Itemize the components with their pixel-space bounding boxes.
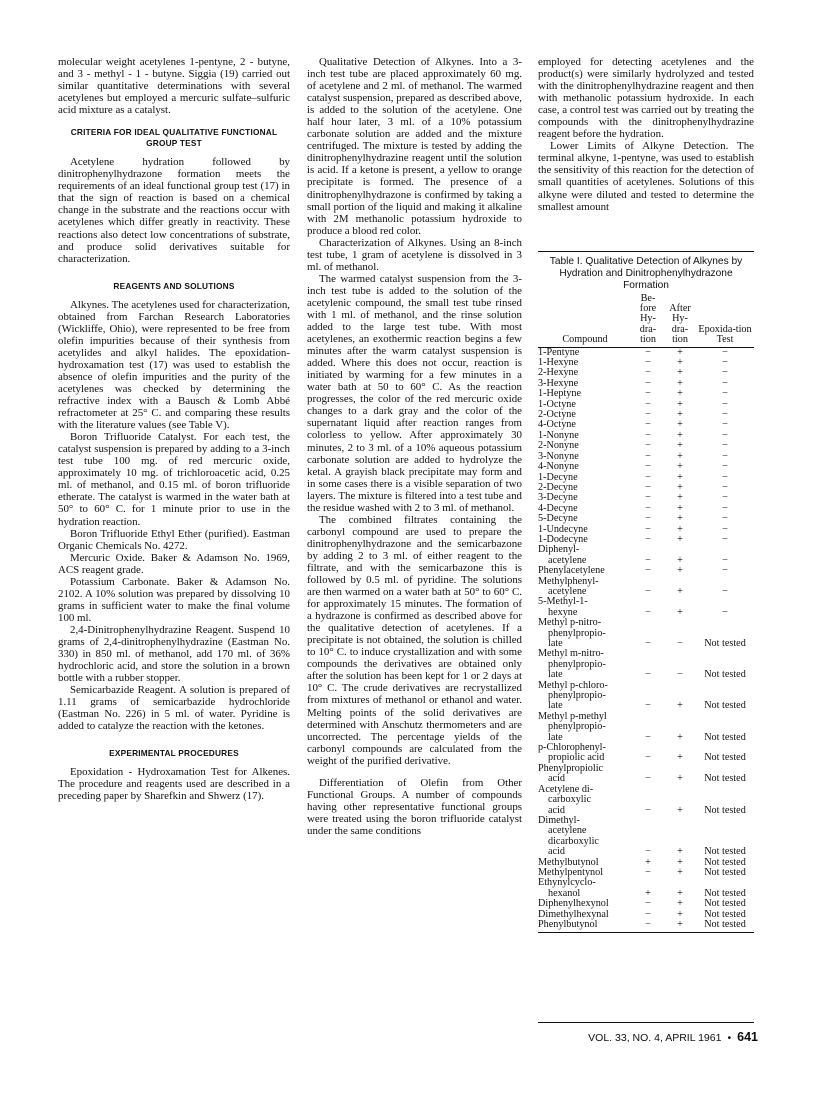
epoxidation-result: Not tested	[704, 887, 746, 899]
after-result: +	[677, 554, 683, 566]
epoxidation-result: Not tested	[704, 908, 746, 920]
after-result: +	[677, 918, 683, 930]
employed-paragraph: employed for detecting acetylenes and the product(s) were similarly hydrolyzed and tested with the dinitrophenylhydrazine reagent and then with methanolic potassium hydroxide. In each case, a control test was carried out by treating the compounds with the dinitrophenylhydrazine reagent before the hydration.	[538, 56, 754, 141]
epoxidation-result: Not tested	[704, 846, 746, 858]
section-heading-experimental: EXPERIMENTAL PROCEDURES	[109, 748, 239, 759]
after-result: +	[677, 846, 683, 858]
before-result: −	[645, 357, 651, 369]
before-result: −	[645, 419, 651, 431]
compound-name-line: 4-Decyne	[538, 502, 578, 514]
before-result: −	[645, 377, 651, 389]
compound-name-line: Methyl m-nitro-	[538, 648, 604, 660]
compound-name-line: 1-Octyne	[538, 398, 576, 410]
after-result: +	[677, 752, 683, 764]
after-result: +	[677, 367, 683, 379]
compound-name-line: Phenylpropiolic	[538, 762, 604, 774]
after-result: +	[677, 429, 683, 441]
warmed-catalyst-paragraph: The warmed catalyst suspension from the 3-inch test tube is added to the solution of the acetylenic compound, the small test tube rinsed with 1 ml. of methanol, and the rinse solution added to the large test tube. With most acetylenes, an exothermic reaction begins a few minutes after the warm catalyst suspension is added. Where this does not occur, reaction is initiated by warming for a few minutes in a water bath at 50 to 60° C. As the reaction progresses, the color of the red mercuric oxide changes to a dark gray and the color of the supernatant liquid after reaction ranges from colorless to yellow. After approximately 30 minutes, 2 to 3 ml. of a 10% aqueous potassium carbonate solution are added to hydrolyze the ketal. A grayish black precipitate may form and in some cases there is a visible separation of two layers. The mixture is filtered into a test tube and the residue washed with 2 to 3 ml. of methanol.	[307, 272, 522, 514]
before-result: −	[645, 367, 651, 379]
after-result: +	[677, 513, 683, 525]
compound-name	[538, 785, 632, 816]
epoxidation-result: −	[722, 585, 728, 597]
after-result: +	[677, 346, 683, 358]
epoxidation-result: Not tested	[704, 773, 746, 785]
epoxidation-result: Not tested	[704, 804, 746, 816]
before-result: −	[645, 585, 651, 597]
compound-name-line: 1-Hexyne	[538, 357, 579, 369]
epoxidation-result: −	[722, 492, 728, 504]
compound-name-continuation: hexyne	[548, 606, 578, 618]
table-row	[538, 816, 754, 858]
epoxidation-result: −	[722, 502, 728, 514]
compound-name-continuation: acetylene	[548, 554, 587, 566]
table-body	[538, 347, 754, 930]
page-footer	[558, 1030, 758, 1044]
mercuric-oxide-paragraph: Mercuric Oxide. Baker & Adamson No. 1969, ACS reagent grade.	[58, 551, 290, 576]
after-result: +	[677, 585, 683, 597]
compound-name-continuation: late	[548, 731, 563, 743]
epoxidation-result: −	[722, 409, 728, 421]
compound-name-line: 4-Nonyne	[538, 461, 579, 473]
compound-name-continuation: acetylene	[548, 825, 587, 837]
compound-name-continuation: phenylpropio-	[548, 690, 606, 702]
before-result: −	[645, 700, 651, 712]
epoxidation-result: −	[722, 533, 728, 545]
epoxidation-result: Not tested	[704, 752, 746, 764]
compound-name-line: 1-Decyne	[538, 471, 578, 483]
boron-catalyst-paragraph: Boron Trifluoride Catalyst. For each test, the catalyst suspension is prepared by adding to a 3-inch test tube 100 mg. of red mercuric oxide, approximately 10 mg. of trichloroacetic acid, 0.25 ml. of methanol, and 0.15 ml. of boron trifluoride etherate. The catalyst is warmed in the water bath at 50° to 60° C. for 1 minute prior to use in the hydration reaction.	[58, 431, 290, 528]
column-left	[58, 56, 290, 802]
compound-name	[538, 920, 632, 930]
before-result: −	[645, 398, 651, 410]
after-result: +	[677, 450, 683, 462]
compound-name-line: Methyl p-chloro-	[538, 679, 608, 691]
epoxidation-result: Not tested	[704, 669, 746, 681]
after-result: +	[677, 419, 683, 431]
table-row	[538, 920, 754, 930]
epoxidation-result: −	[722, 346, 728, 358]
after-result: +	[677, 461, 683, 473]
table-row	[538, 785, 754, 816]
after-result: +	[677, 866, 683, 878]
column-middle	[307, 56, 522, 837]
epoxidation-result: −	[722, 471, 728, 483]
compound-name-continuation: phenylpropio-	[548, 658, 606, 670]
after-result: +	[677, 357, 683, 369]
header-after: After Hy-dra-tion	[669, 303, 691, 346]
table-bottom-rule	[538, 932, 754, 933]
table-title: Table I. Qualitative Detection of Alkynes by Hydration and Dinitrophenylhydrazone Formation	[549, 255, 743, 291]
epoxidation-result: −	[722, 440, 728, 452]
compound-name-line: Ethynylcyclo-	[538, 877, 596, 889]
table-row	[538, 618, 754, 649]
before-result: −	[645, 898, 651, 910]
before-result: −	[645, 908, 651, 920]
compound-name-line: Dimethyl-	[538, 814, 580, 826]
semicarbazide-paragraph: Semicarbazide Reagent. A solution is prepared of 1.11 grams of semicarbazide hydrochloride (Eastman No. 226) in 5 ml. of water. Pyridine is added to catalyze the reaction with the ketones.	[58, 684, 290, 733]
before-result: +	[645, 887, 651, 899]
before-result: −	[645, 513, 651, 525]
before-result: −	[645, 638, 651, 650]
after-result: +	[677, 440, 683, 452]
compound-name-line: 4-Octyne	[538, 419, 576, 431]
before-result: −	[645, 346, 651, 358]
epoxidation-result: −	[722, 565, 728, 577]
after-result: +	[677, 887, 683, 899]
epoxidation-result: Not tested	[704, 898, 746, 910]
compound-name-line: 1-Dodecyne	[538, 533, 588, 545]
compound-name-line: Diphenylhexynol	[538, 898, 609, 910]
epoxidation-result: −	[722, 367, 728, 379]
before-result: −	[645, 450, 651, 462]
before-result: −	[645, 606, 651, 618]
epoxidation-result: −	[722, 450, 728, 462]
compound-name-continuation: late	[548, 700, 563, 712]
compound-name-continuation: acid	[548, 846, 565, 858]
compound-name-continuation: phenylpropio-	[548, 721, 606, 733]
compound-name	[538, 514, 632, 524]
compound-name	[538, 577, 632, 598]
after-result: +	[677, 565, 683, 577]
table-row	[538, 514, 754, 524]
epoxidation-result: −	[722, 481, 728, 493]
after-result: +	[677, 606, 683, 618]
header-epoxidation: Epoxida-tion Test	[698, 323, 752, 346]
criteria-paragraph: Acetylene hydration followed by dinitrophenylhydrazone formation meets the requirements of an ideal functional group test (17) in that the sign of reaction is based on a chemical change in the substrate and the reactions occur with acetylenes which differ greatly in reactivity. These reactions also detect low concentrations of substrate, and produce solid derivatives suitable for characterization.	[58, 156, 290, 265]
epoxidation-result: Not tested	[704, 918, 746, 930]
table-top-rule	[538, 251, 754, 252]
after-result: +	[677, 533, 683, 545]
after-result: +	[677, 731, 683, 743]
epoxidation-result: −	[722, 606, 728, 618]
compound-name	[538, 597, 632, 618]
compound-name	[538, 878, 632, 899]
epoxidation-paragraph: Epoxidation - Hydroxamation Test for Alkenes. The procedure and reagents used are described in a preceding paper by Sharefkin and Shwerz (17).	[58, 766, 290, 803]
after-result: +	[677, 908, 683, 920]
characterization-paragraph: Characterization of Alkynes. Using an 8-inch test tube, 1 gram of acetylene is dissolved in 3 ml. of methanol.	[307, 236, 522, 273]
table-header-row	[538, 294, 754, 348]
epoxidation-result: −	[722, 554, 728, 566]
compound-name	[538, 712, 632, 743]
compound-name-line: Phenylbutynol	[538, 918, 598, 930]
epoxidation-result: −	[722, 513, 728, 525]
compound-name-continuation: propiolic acid	[548, 752, 605, 764]
journal-citation: VOL. 33, NO. 4, APRIL 1961	[588, 1032, 722, 1044]
compound-name	[538, 462, 632, 472]
before-result: +	[645, 856, 651, 868]
epoxidation-result: −	[722, 377, 728, 389]
compound-name-line: 5-Methyl-1-	[538, 596, 588, 608]
compound-name	[538, 743, 632, 764]
compound-name-continuation: late	[548, 638, 563, 650]
compound-name-continuation: late	[548, 669, 563, 681]
before-result: −	[645, 409, 651, 421]
before-result: −	[645, 804, 651, 816]
boron-ether-paragraph: Boron Trifluoride Ethyl Ether (purified). Eastman Organic Chemicals No. 4272.	[58, 527, 290, 552]
header-compound: Compound	[562, 334, 608, 346]
combined-filtrates-paragraph: The combined filtrates containing the carbonyl compound are used to prepare the dinitrophenylhydrazone and the semicarbazone by adding 2 to 3 ml. of either reagent to the filtrate, and with the semicarbazone this is followed by 0.5 ml. of pyridine. The solutions are then warmed on a water bath at 50° to 60° C. for approximately 15 minutes. The formation of a hydrazone is confirmed as described above for the qualitative detection of acetylenes. If a precipitate is not obtained, the solution is chilled to 10° C. to induce crystallization and with some compounds the derivatives are obtained only after the solution has been kept for 1 or 2 days at 10° C. The crude derivatives are recrystallized from mixtures of methanol or ethanol and water. Melting points of the solid derivatives are determined with Anschutz thermometers and are uncorrected. The percentage yields of the carbonyl compounds are calculated from the weight of the purified derivative.	[307, 513, 522, 767]
before-result: −	[645, 471, 651, 483]
after-result: −	[677, 669, 683, 681]
results-table	[538, 294, 754, 931]
qualitative-detection-paragraph: Qualitative Detection of Alkynes. Into a 3-inch test tube are placed approximately 60 mg. of acetylene and 2 ml. of methanol. The warmed catalyst suspension, prepared as described above, is added to the solution of the acetylene. One half hour later, 3 ml. of a 10% potassium carbonate solution are added and the mixture centrifuged. The mixture is tested by adding the dinitrophenylhydrazine reagent until the solution is acid. If a ketone is present, a yellow to orange precipitate is formed. The presence of a dinitrophenylhydrazone is confirmed by taking a small portion of the liquid and making it alkaline with 2M methanolic potassium hydroxide to produce a blood red color.	[307, 56, 523, 237]
epoxidation-result: Not tested	[704, 700, 746, 712]
compound-name-line: 2-Octyne	[538, 409, 576, 421]
compound-name-continuation: acid	[548, 773, 565, 785]
compound-name-line: Acetylene di-	[538, 783, 594, 795]
compound-name-line: Methylphenyl-	[538, 575, 599, 587]
after-result: +	[677, 856, 683, 868]
compound-name-continuation: carboxylic	[548, 794, 591, 806]
table-row	[538, 743, 754, 764]
epoxidation-result: Not tested	[704, 866, 746, 878]
table-row	[538, 545, 754, 566]
after-result: +	[677, 409, 683, 421]
after-result: +	[677, 481, 683, 493]
after-result: +	[677, 700, 683, 712]
compound-name-line: Dimethylhexynal	[538, 908, 609, 920]
compound-name-line: Methyl p-methyl	[538, 710, 607, 722]
compound-name	[538, 545, 632, 566]
compound-name-line: Methylpentynol	[538, 866, 604, 878]
epoxidation-result: −	[722, 523, 728, 535]
before-result: −	[645, 752, 651, 764]
before-result: −	[645, 481, 651, 493]
intro-paragraph: molecular weight acetylenes 1-pentyne, 2 - butyne, and 3 - methyl - 1 - butyne. Siggia (19) carried out similar quantitative determinations with several acetylenes but employed a mercuric sulfate–sulfuric acid mixture as a catalyst.	[58, 56, 290, 117]
compound-name-line: 3-Decyne	[538, 492, 578, 504]
after-result: +	[677, 804, 683, 816]
compound-name-line: 2-Hexyne	[538, 367, 579, 379]
before-result: −	[645, 440, 651, 452]
before-result: −	[645, 554, 651, 566]
compound-name-line: p-Chlorophenyl-	[538, 742, 606, 754]
compound-name-line: Methylbutynol	[538, 856, 599, 868]
compound-name-continuation: acetylene	[548, 585, 587, 597]
section-heading-reagents: REAGENTS AND SOLUTIONS	[113, 280, 235, 291]
epoxidation-result: Not tested	[704, 638, 746, 650]
epoxidation-result: Not tested	[704, 731, 746, 743]
compound-name-line: 1-Nonyne	[538, 429, 579, 441]
after-result: +	[677, 398, 683, 410]
after-result: +	[677, 523, 683, 535]
after-result: +	[677, 388, 683, 400]
before-result: −	[645, 731, 651, 743]
before-result: −	[645, 846, 651, 858]
after-result: +	[677, 492, 683, 504]
footer-bullet: •	[727, 1032, 732, 1044]
footer-rule	[538, 1022, 754, 1023]
compound-name-line: 3-Nonyne	[538, 450, 579, 462]
table-row	[538, 712, 754, 743]
before-result: −	[645, 429, 651, 441]
before-result: −	[645, 533, 651, 545]
table-row	[538, 764, 754, 785]
before-result: −	[645, 773, 651, 785]
before-result: −	[645, 669, 651, 681]
compound-name-continuation: hexanol	[548, 887, 581, 899]
compound-name-continuation: acid	[548, 804, 565, 816]
compound-name-continuation: phenylpropio-	[548, 627, 606, 639]
epoxidation-result: −	[722, 388, 728, 400]
after-result: +	[677, 377, 683, 389]
compound-name-line: 3-Hexyne	[538, 377, 579, 389]
table-row	[538, 462, 754, 472]
before-result: −	[645, 502, 651, 514]
after-result: −	[677, 638, 683, 650]
compound-name-line: 5-Decyne	[538, 513, 578, 525]
before-result: −	[645, 918, 651, 930]
compound-name-line: Methyl p-nitro-	[538, 617, 602, 629]
dnph-reagent-paragraph: 2,4-Dinitrophenylhydrazine Reagent. Suspend 10 grams of 2,4-dinitrophenylhydrazine (Eastman No. 330) in 850 ml. of methanol, add 170 ml. of 36% hydrochloric acid, and store the solution in a brown bottle with a rubber stopper.	[58, 623, 290, 685]
page-number: 641	[737, 1030, 758, 1044]
table-row	[538, 577, 754, 598]
compound-name-line: Diphenyl-	[538, 544, 580, 556]
table-row	[538, 681, 754, 712]
epoxidation-result: −	[722, 357, 728, 369]
compound-name-line: 1-Pentyne	[538, 346, 580, 358]
epoxidation-result: −	[722, 419, 728, 431]
before-result: −	[645, 492, 651, 504]
before-result: −	[645, 565, 651, 577]
compound-name-line: 1-Heptyne	[538, 388, 581, 400]
compound-name	[538, 681, 632, 712]
compound-name-continuation: dicarboxylic	[548, 835, 599, 847]
epoxidation-result: −	[722, 429, 728, 441]
table-row	[538, 597, 754, 618]
after-result: +	[677, 898, 683, 910]
compound-name	[538, 618, 632, 649]
potassium-carbonate-paragraph: Potassium Carbonate. Baker & Adamson No. 2102. A 10% solution was prepared by dissolving 10 grams in sufficient water to make the final volume 100 ml.	[58, 575, 290, 624]
epoxidation-result: −	[722, 461, 728, 473]
before-result: −	[645, 461, 651, 473]
epoxidation-result: Not tested	[704, 856, 746, 868]
differentiation-paragraph: Differentiation of Olefin from Other Functional Groups. A number of compounds having other representative functional groups were treated using the boron trifluoride catalyst under the same conditions	[307, 776, 522, 837]
alkynes-paragraph: Alkynes. The acetylenes used for characterization, obtained from Farchan Research Laboratories (Wickliffe, Ohio), were represented to be free from olefin impurities because of their synthesis from acetylides and alkyl halides. The epoxidation-hydroxamation test (17) was used to establish the absence of olefin impurities and the purity of the acetylenes was checked by determining the refractive index with a Bausch & Lomb Abbé refractometer at 25° C. and comparing these results with the literature values (see Table V).	[58, 298, 290, 432]
before-result: −	[645, 866, 651, 878]
table-row	[538, 878, 754, 899]
epoxidation-result: −	[722, 398, 728, 410]
before-result: −	[645, 523, 651, 535]
compound-name-line: 1-Undecyne	[538, 523, 588, 535]
compound-name-line: 2-Decyne	[538, 481, 578, 493]
after-result: +	[677, 471, 683, 483]
compound-name-line: 2-Nonyne	[538, 440, 579, 452]
after-result: +	[677, 502, 683, 514]
table-row	[538, 649, 754, 680]
lower-limits-paragraph: Lower Limits of Alkyne Detection. The terminal alkyne, 1-pentyne, was used to establish the sensitivity of this reaction for the detection of small quantities of acetylenes. Solutions of this alkyne were diluted and tested to determine the smallest amount	[538, 140, 754, 213]
column-right	[538, 56, 754, 933]
compound-name	[538, 649, 632, 680]
compound-name-line: Phenylacetylene	[538, 565, 605, 577]
compound-name	[538, 816, 632, 858]
before-result: −	[645, 388, 651, 400]
compound-name	[538, 764, 632, 785]
header-before: Be-fore Hy-dra-tion	[639, 292, 657, 346]
section-heading-criteria: CRITERIA FOR IDEAL QUALITATIVE FUNCTIONAL GROUP TEST	[70, 127, 278, 149]
after-result: +	[677, 773, 683, 785]
